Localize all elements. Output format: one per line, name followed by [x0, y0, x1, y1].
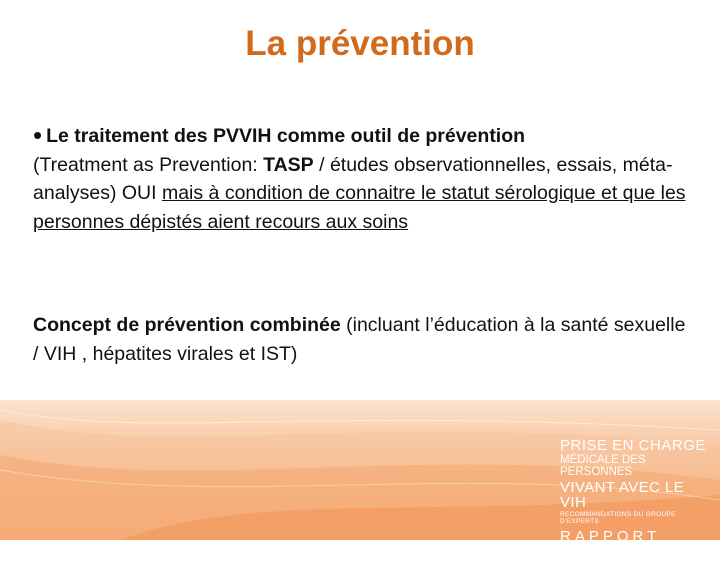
bullet-text-part-a: (Treatment as Prevention: [33, 153, 264, 176]
tasp-acronym: TASP [263, 153, 314, 176]
logo-line-4: RECOMMANDATIONS DU GROUPE D’EXPERTS [560, 511, 676, 525]
logo-line-2: MÉDICALE DES PERSONNES [560, 454, 646, 478]
slide-title: La prévention [245, 24, 475, 63]
rapport-2013-logo [560, 438, 710, 578]
condition-underlined-text: mais à condition de connaitre le statut sérologique et que les personnes dépistés aient recours aux soins [33, 182, 686, 233]
combined-prevention-rest: (incluant l’éducation à la santé sexuelle / VIH , hépatites virales et IST) [33, 314, 686, 365]
logo-line-7: et sous l’égide du CNS et de l’ANRS [560, 569, 682, 579]
logo-line-5: RAPPORT 2013 [560, 528, 660, 560]
bullet-paragraph [33, 122, 693, 236]
logo-line-1: PRISE EN CHARGE [560, 437, 706, 454]
combined-prevention-paragraph [33, 311, 693, 368]
bullet-marker: • [33, 120, 43, 150]
logo-line-6: Sous la direction du Pr Philippe Morlat [560, 561, 688, 570]
bullet-text-part-b: / études observationnelles, essais, méta-analyses) OUI [33, 153, 673, 204]
logo-line-3: VIVANT AVEC LE VIH [560, 479, 684, 511]
combined-prevention-bold: Concept de prévention combinée [33, 314, 341, 336]
bullet-lead-text: Le traitement des PVVIH comme outil de prévention [46, 125, 526, 147]
